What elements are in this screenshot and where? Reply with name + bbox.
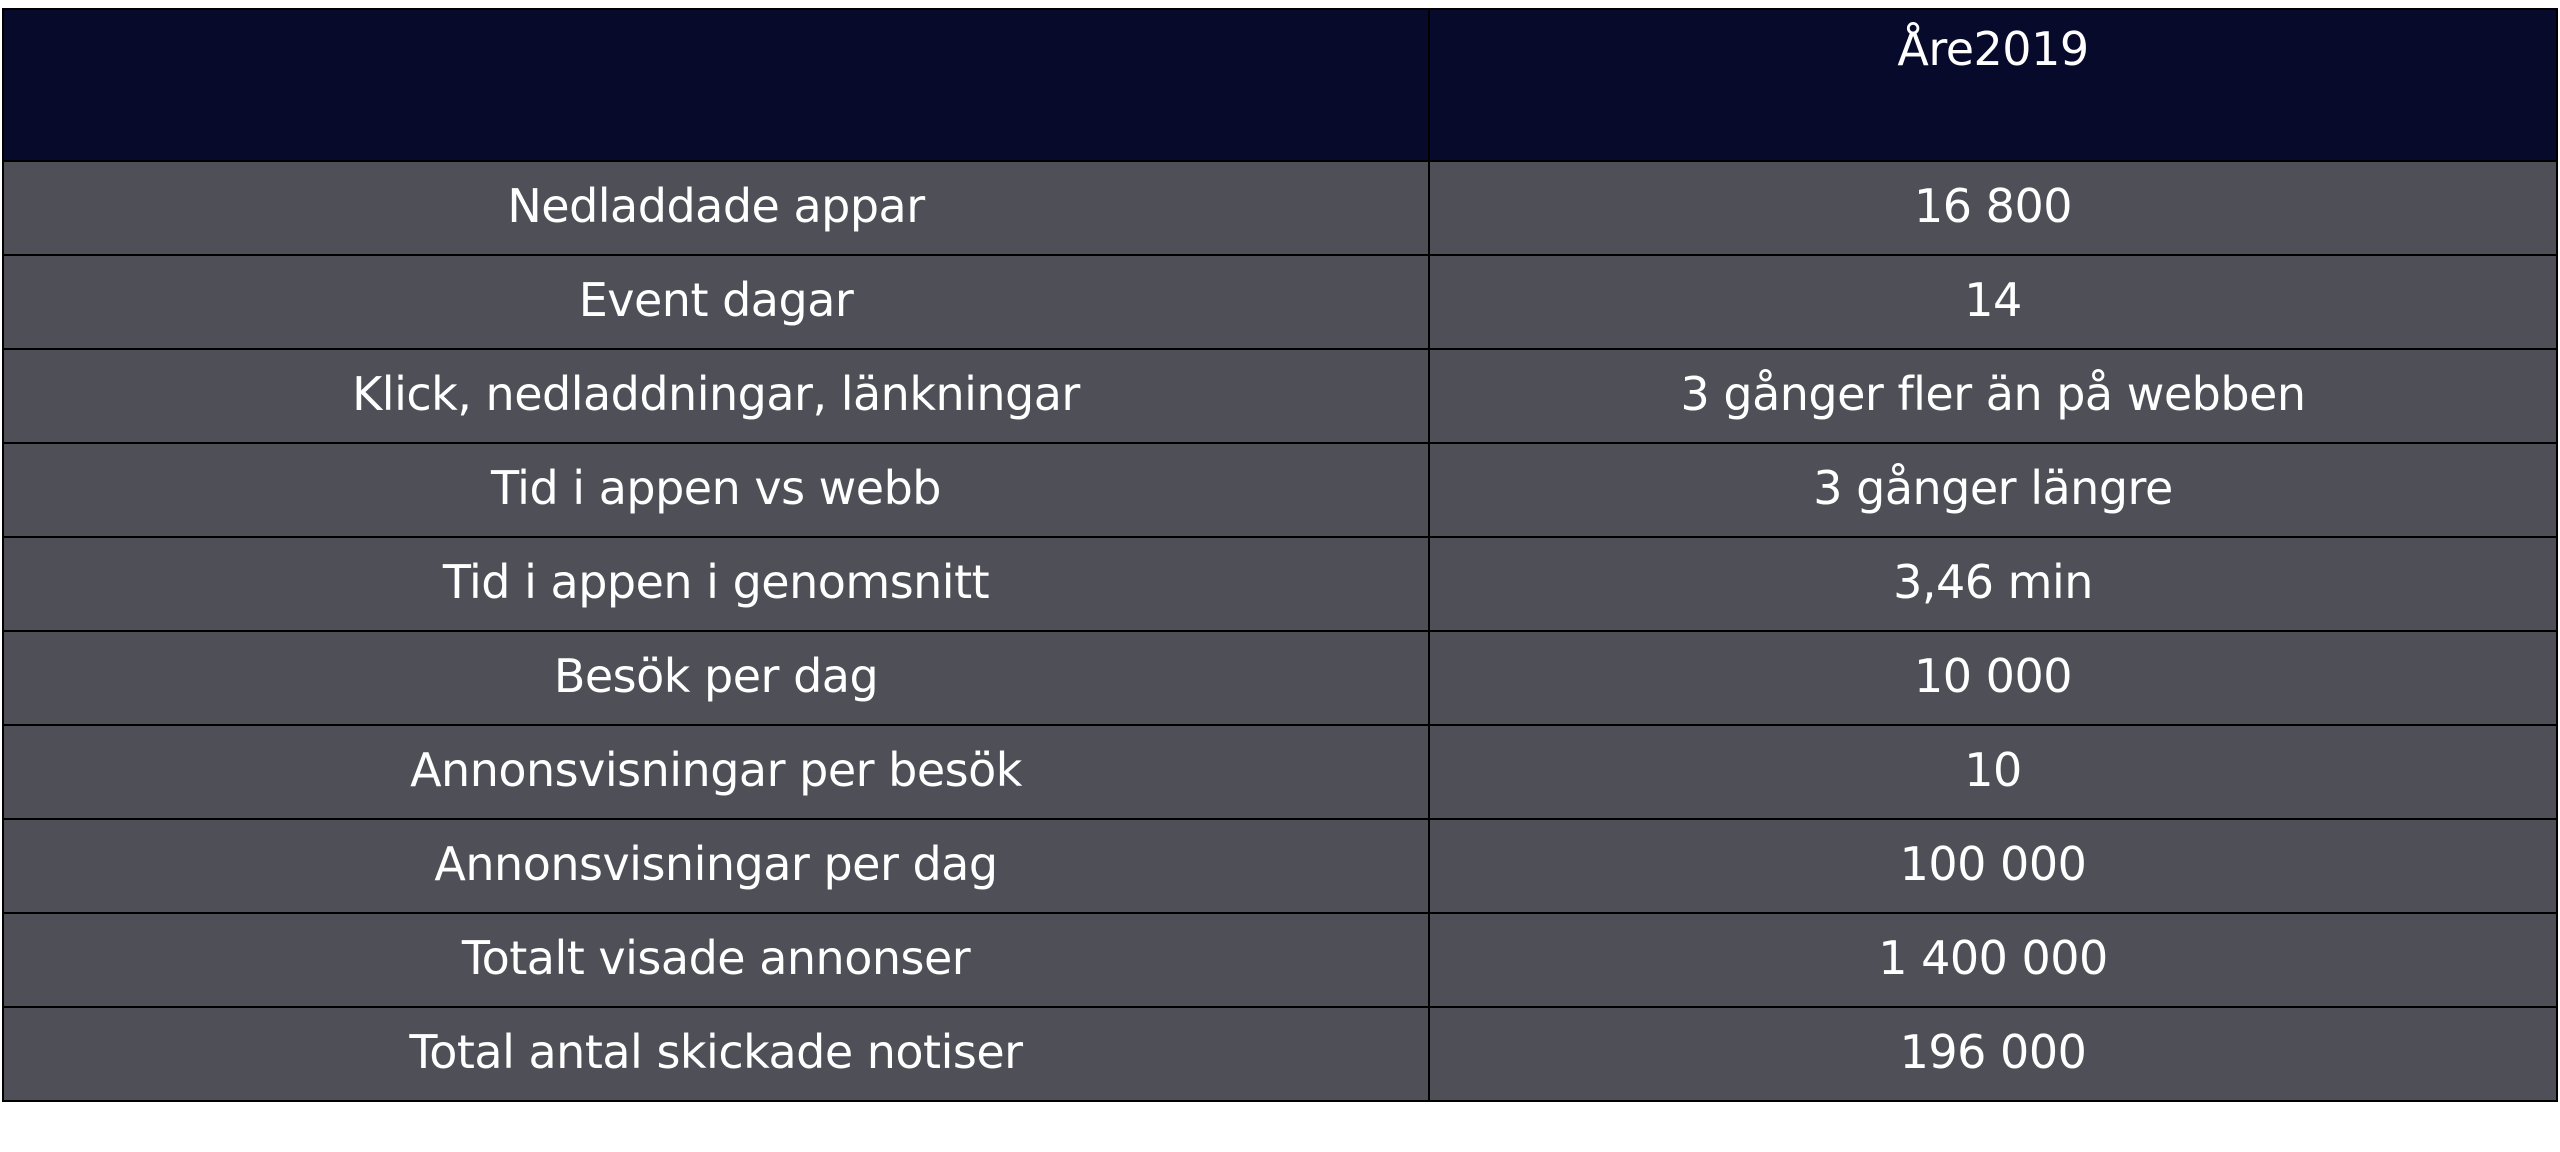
stats-table [2,8,2558,1102]
table-body [3,161,2557,1101]
row-value: 3,46 min [1429,537,2557,631]
header-cell-year: Åre2019 [1429,9,2557,161]
row-label: Nedladdade appar [3,161,1429,255]
row-value: 14 [1429,255,2557,349]
row-label: Totalt visade annonser [3,913,1429,1007]
row-value: 196 000 [1429,1007,2557,1101]
row-label: Annonsvisningar per dag [3,819,1429,913]
row-value: 10 [1429,725,2557,819]
row-value: 1 400 000 [1429,913,2557,1007]
table-row [3,443,2557,537]
table-row [3,725,2557,819]
row-label: Total antal skickade notiser [3,1007,1429,1101]
header-cell-label [3,9,1429,161]
row-label: Event dagar [3,255,1429,349]
table-header [3,9,2557,161]
table-row [3,161,2557,255]
row-label: Annonsvisningar per besök [3,725,1429,819]
table-row [3,631,2557,725]
table-row [3,913,2557,1007]
row-label: Tid i appen vs webb [3,443,1429,537]
table-row [3,1007,2557,1101]
table-row [3,537,2557,631]
row-value: 3 gånger fler än på webben [1429,349,2557,443]
stats-table-container [2,8,2556,1102]
table-row [3,349,2557,443]
row-value: 3 gånger längre [1429,443,2557,537]
table-row [3,255,2557,349]
row-value: 10 000 [1429,631,2557,725]
header-row [3,9,2557,161]
row-label: Besök per dag [3,631,1429,725]
row-value: 16 800 [1429,161,2557,255]
row-label: Klick, nedladdningar, länkningar [3,349,1429,443]
row-value: 100 000 [1429,819,2557,913]
table-row [3,819,2557,913]
row-label: Tid i appen i genomsnitt [3,537,1429,631]
